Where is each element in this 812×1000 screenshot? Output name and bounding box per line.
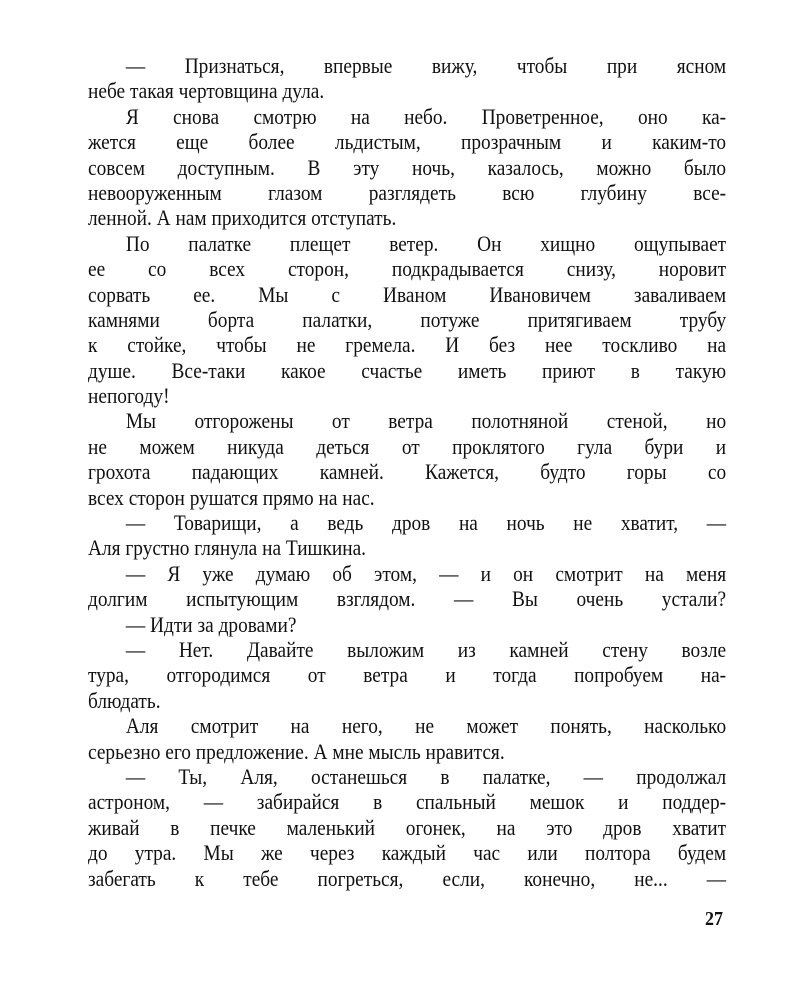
text-line: Аля грустно глянула на Тишкина.	[88, 535, 367, 561]
text-line: астроном, — забирайся в спальный мешок и поддер-	[88, 789, 727, 815]
page-body	[88, 53, 727, 891]
text-line: — Товарищи, а ведь дров на ночь не хватит, —	[125, 510, 727, 536]
text-line: Я снова смотрю на небо. Проветренное, оно ка-	[125, 103, 727, 129]
text-line: Аля смотрит на него, не может понять, насколько	[125, 713, 727, 739]
text-line: серьезно его предложение. А мне мысль нравится.	[88, 738, 505, 764]
text-line: Мы отгорожены от ветра полотняной стеной, но	[125, 408, 727, 434]
text-line: не можем никуда деться от проклятого гула бури и	[88, 433, 727, 459]
text-line: По палатке плещет ветер. Он хищно ощупывает	[125, 230, 727, 256]
text-line: до утра. Мы же через каждый час или полтора будем	[88, 840, 727, 866]
text-line: душе. Все-таки какое счастье иметь приют в такую	[88, 357, 727, 383]
text-line: сорвать ее. Мы с Иваном Ивановичем заваливаем	[88, 281, 727, 307]
text-line: жется еще более льдистым, прозрачным и каким-то	[88, 129, 727, 155]
text-line: — Я уже думаю об этом, — и он смотрит на меня	[125, 560, 727, 586]
text-line: ее со всех сторон, подкрадывается снизу, норовит	[88, 256, 727, 282]
text-line: тура, отгородимся от ветра и тогда попробуем на-	[88, 662, 727, 688]
text-line: невооруженным глазом разглядеть всю глубину все-	[88, 179, 727, 205]
text-line: всех сторон рушатся прямо на нас.	[88, 484, 375, 510]
text-line: — Ты, Аля, останешься в палатке, — продолжал	[125, 763, 727, 789]
text-line: — Признаться, впервые вижу, чтобы при ясном	[125, 53, 727, 78]
text-line: живай в печке маленький огонек, на это дров хватит	[88, 814, 727, 840]
text-line: грохота падающих камней. Кажется, будто горы со	[88, 459, 727, 485]
text-line: блюдать.	[88, 687, 161, 713]
text-line: к стойке, чтобы не гремела. И без нее тоскливо на	[88, 332, 727, 358]
text-line: долгим испытующим взглядом. — Вы очень устали?	[88, 586, 727, 612]
text-line: забегать к тебе погреться, если, конечно, не... —	[88, 865, 727, 891]
text-line: ленной. А нам приходится отступать.	[88, 205, 397, 231]
text-line: — Идти за дровами?	[125, 611, 297, 637]
text-line: камнями борта палатки, потуже притягиваем трубу	[88, 306, 727, 332]
text-line: — Нет. Давайте выложим из камней стену возле	[125, 636, 727, 662]
text-line: небе такая чертовщина дула.	[88, 78, 325, 104]
text-line: совсем доступным. В эту ночь, казалось, можно было	[88, 154, 727, 180]
page-number: 27	[705, 908, 723, 930]
text-line: непогоду!	[88, 383, 170, 409]
